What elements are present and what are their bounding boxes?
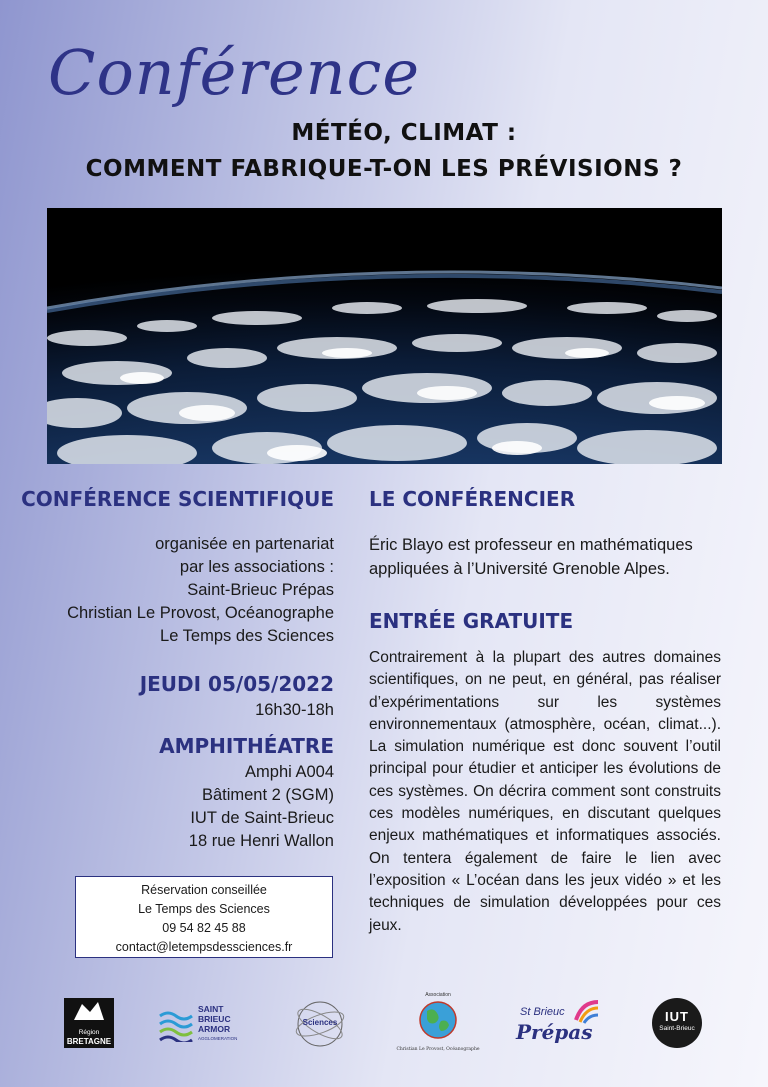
reservation-email[interactable]: contact@letempsdessciences.fr — [115, 940, 293, 954]
region-logo-line: Région — [78, 1029, 100, 1036]
region-logo-name: BRETAGNE — [66, 1037, 112, 1046]
iut-logo-name: IUT — [665, 1009, 689, 1024]
section-heading-scientific: CONFÉRENCE SCIENTIFIQUE — [21, 487, 334, 511]
region-bretagne-logo — [64, 998, 114, 1048]
sb-logo-line: BRIEUC — [198, 1014, 231, 1024]
sb-logo-line: ARMOR — [198, 1024, 231, 1034]
venue-line: Amphi A004 — [245, 763, 334, 781]
prepas-logo-name: Prépas — [516, 1020, 593, 1044]
poster-title: Conférence — [48, 36, 421, 109]
tds-logo-text: Sciences — [302, 1018, 338, 1027]
saint-brieuc-armor-logo — [158, 1004, 238, 1048]
venue-line: Bâtiment 2 (SGM) — [201, 786, 334, 804]
st-brieuc-prepas-logo — [516, 1002, 604, 1052]
organizers-line: Christian Le Provost, Océanographe — [67, 604, 334, 622]
description-text: Contrairement à la plupart des autres domaines scientifiques, on ne peut, en général, pas réaliser d’expérimentations sur les systèmes environnementaux (atmosphère, océan, climat...). La simulation numérique est donc souvent l’outil principal pour étudier et anticiper les évolutions de ces systèmes. On décrira comment sont construits ces modèles numériques, en discutant quelques enjeux mathématiques et informatiques associés. On tentera également de faire le lien avec l’exposition « L’océan dans les jeux vidéo » et les techniques de simulation développées pour ces jeux. — [369, 649, 721, 934]
partner-logos — [0, 990, 768, 1060]
organizers-block — [67, 533, 334, 648]
temps-des-sciences-logo — [292, 998, 348, 1050]
prepas-logo-line: St Brieuc — [520, 1006, 565, 1018]
waves-icon — [158, 1008, 194, 1042]
organizers-line: Saint-Brieuc Prépas — [187, 581, 334, 599]
reservation-phone[interactable]: 09 54 82 45 88 — [162, 921, 246, 935]
reservation-line: Réservation conseillée — [141, 883, 267, 897]
speaker-text: Éric Blayo est professeur en mathématiques appliquées à l’Université Grenoble Alpes. — [369, 536, 693, 578]
section-heading-entry: ENTRÉE GRATUITE — [369, 609, 574, 633]
ermine-icon — [64, 998, 114, 1024]
organizers-line: par les associations : — [179, 558, 334, 576]
sb-logo-line: SAINT — [198, 1004, 224, 1014]
organizers-line: Le Temps des Sciences — [160, 627, 334, 645]
iut-saint-brieuc-logo — [652, 998, 702, 1048]
iut-logo-line: Saint-Brieuc — [659, 1025, 695, 1032]
sb-logo-line: AGGLOMERATION — [198, 1036, 238, 1041]
event-date: JEUDI 05/05/2022 — [139, 672, 334, 696]
subtitle-line-2: COMMENT FABRIQUE-T-ON LES PRÉVISIONS ? — [85, 156, 683, 182]
earth-photo — [47, 208, 722, 464]
clp-logo-bottom: Christian Le Provost, Océanographe — [396, 1047, 480, 1052]
reservation-box — [75, 876, 333, 958]
reservation-org: Le Temps des Sciences — [138, 902, 270, 916]
venue-heading: AMPHITHÉATRE — [159, 734, 334, 758]
christian-le-provost-logo — [393, 992, 483, 1054]
clp-logo-top: Association — [425, 992, 451, 998]
section-heading-speaker: LE CONFÉRENCIER — [369, 487, 576, 511]
subtitle-line-1: MÉTÉO, CLIMAT : — [291, 120, 517, 146]
globe-icon — [417, 999, 459, 1041]
organizers-line: organisée en partenariat — [155, 535, 334, 553]
venue-block — [189, 761, 334, 853]
venue-line: 18 rue Henri Wallon — [188, 832, 334, 850]
event-time: 16h30-18h — [255, 701, 334, 719]
earth-clouds — [47, 208, 722, 464]
venue-line: IUT de Saint-Brieuc — [190, 809, 334, 827]
